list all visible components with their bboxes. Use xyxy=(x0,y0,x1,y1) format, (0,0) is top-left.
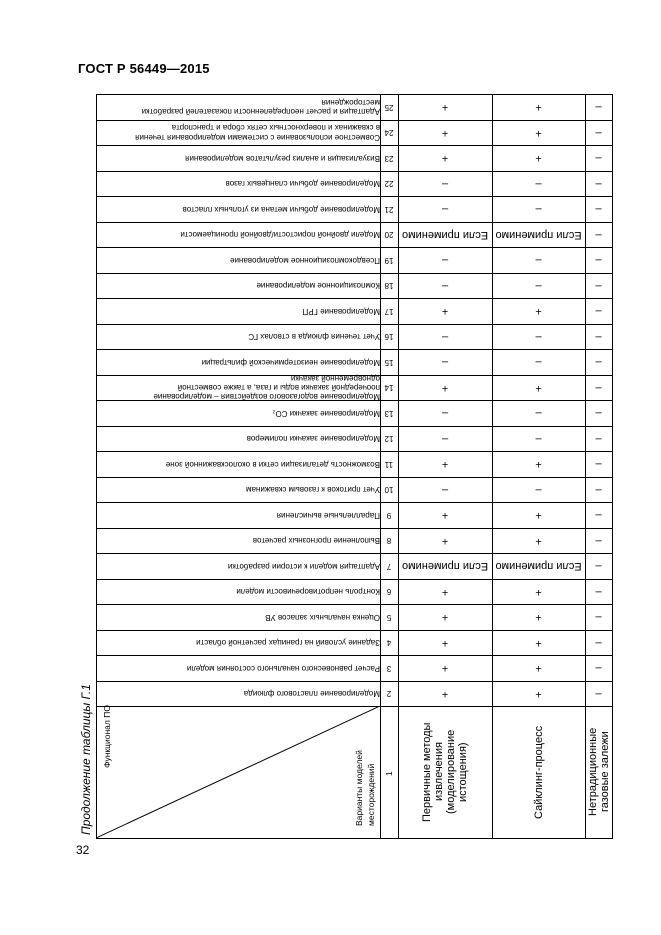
function-text-line: Оценка начальных запасов УВ xyxy=(265,612,380,622)
applicability-mark: – xyxy=(595,228,602,241)
function-text xyxy=(247,434,380,443)
function-text-line: Адаптация модели к истории разработки xyxy=(227,561,380,571)
table-row-number: 22 xyxy=(384,179,394,189)
table-row-number: 10 xyxy=(384,485,394,495)
table-row-number: 11 xyxy=(384,459,394,469)
function-text xyxy=(166,459,380,468)
function-text-line: Моделирование закачки полимеров xyxy=(246,434,380,444)
table-row-function xyxy=(96,451,380,477)
applicability-mark: – xyxy=(535,279,542,292)
table-row-function xyxy=(96,655,380,681)
table-vline xyxy=(612,94,613,839)
applicability-mark: + xyxy=(441,662,449,675)
applicability-mark: + xyxy=(535,662,542,675)
applicability-mark: – xyxy=(595,407,602,420)
function-text-line: Задание условий на границах расчетной области xyxy=(196,638,380,648)
applicability-mark: + xyxy=(535,381,542,394)
function-text xyxy=(257,281,381,290)
function-text-line: одновременной закачки xyxy=(290,373,380,383)
category-header: извлечения xyxy=(433,742,445,802)
function-text xyxy=(253,536,380,545)
corner-diagonal-line xyxy=(96,706,380,838)
applicability-mark: – xyxy=(595,101,602,114)
applicability-mark: – xyxy=(595,126,602,139)
applicability-mark: – xyxy=(441,203,449,216)
applicability-mark: – xyxy=(441,483,449,496)
table-row-number: 18 xyxy=(384,281,394,291)
table-row-number: 23 xyxy=(384,153,394,163)
applicability-mark: + xyxy=(535,509,542,522)
applicability-mark: – xyxy=(595,585,602,598)
function-text xyxy=(246,485,380,494)
function-text-line: Учет притоков к газовым скважинам xyxy=(246,485,380,495)
applicability-mark: + xyxy=(441,126,449,139)
table-row-number: 20 xyxy=(384,230,394,240)
table-row-number: 19 xyxy=(384,255,394,265)
applicability-mark: – xyxy=(595,560,602,573)
function-text-line: Моделирование водогазового воздействия – моделирование xyxy=(153,392,380,402)
table-row-function xyxy=(96,222,380,247)
function-text xyxy=(185,153,380,162)
table-row-number: 24 xyxy=(384,128,394,138)
applicability-mark: – xyxy=(595,662,602,675)
applicability-mark: – xyxy=(441,432,449,445)
table-continuation-caption: Продолжение таблицы Г.1 xyxy=(79,684,93,835)
applicability-mark: + xyxy=(441,611,449,624)
applicability-mark: – xyxy=(535,177,542,190)
function-text-line: Совместное использование с системами моделирования течения xyxy=(135,132,380,142)
applicability-mark: – xyxy=(595,483,602,496)
table-row-function xyxy=(96,94,380,120)
table-row-function xyxy=(96,630,380,655)
table-row-function xyxy=(96,553,380,579)
function-text xyxy=(303,306,381,315)
applicability-mark: + xyxy=(535,305,542,318)
function-text xyxy=(196,638,380,647)
function-text-line: Расчет равновесного начального состояния модели xyxy=(186,663,380,673)
table-row-number: 13 xyxy=(384,408,394,418)
table-row-number: 3 xyxy=(386,663,392,673)
table-row-function xyxy=(96,579,380,604)
applicability-mark: – xyxy=(595,458,602,471)
table-row-number: 16 xyxy=(384,332,394,342)
table-row-number: 8 xyxy=(386,536,392,546)
applicability-mark: – xyxy=(595,330,602,343)
function-text-line: Моделирование пластового флюида xyxy=(243,689,380,699)
category-header: Первичные методы xyxy=(421,722,433,822)
applicability-mark: – xyxy=(595,177,602,190)
table-row-function xyxy=(96,298,380,324)
function-text xyxy=(244,689,380,698)
applicability-mark: – xyxy=(535,432,542,445)
applicability-mark: – xyxy=(441,330,449,343)
variants-label: месторождений xyxy=(366,763,376,826)
applicability-mark: – xyxy=(535,330,542,343)
page-number: 32 xyxy=(76,843,90,857)
function-text xyxy=(236,587,380,596)
table-row-number: 5 xyxy=(386,612,392,622)
applicability-mark: + xyxy=(441,458,449,471)
function-text xyxy=(265,612,380,621)
function-text xyxy=(180,230,380,239)
function-text xyxy=(187,663,380,672)
category-header: Сайклинг-процесс xyxy=(532,725,545,819)
table-row-number: 7 xyxy=(386,561,392,571)
applicability-mark: + xyxy=(535,458,542,471)
function-text-line: Композиционное моделирование xyxy=(256,281,380,291)
applicability-mark: + xyxy=(535,126,542,139)
column-number: 1 xyxy=(384,771,394,776)
corner-diagonal xyxy=(96,706,380,838)
applicability-mark: – xyxy=(535,356,542,369)
applicability-mark: – xyxy=(595,356,602,369)
function-text-line: поочередной закачки воды и газа, а также совместной xyxy=(177,383,380,393)
applicability-mark: – xyxy=(535,483,542,496)
function-text-line: Моделирование ГРП xyxy=(302,306,380,316)
table-row-function xyxy=(96,528,380,553)
applicability-mark: Если применимо xyxy=(401,560,489,573)
applicability-mark: + xyxy=(441,585,449,598)
table-row-number: 17 xyxy=(384,306,394,316)
applicability-mark: + xyxy=(441,152,449,165)
applicability-mark: – xyxy=(595,509,602,522)
applicability-mark: – xyxy=(595,432,602,445)
table-row-number: 15 xyxy=(384,357,394,367)
table-row-function xyxy=(96,375,380,400)
applicability-mark: + xyxy=(535,687,542,700)
function-text-line: Возможность детализации сетки в околоскважинной зоне xyxy=(165,459,380,469)
applicability-mark: + xyxy=(535,534,542,547)
applicability-mark: – xyxy=(595,254,602,267)
function-text-line: Контроль непротиворечивости модели xyxy=(236,587,380,597)
applicability-mark: + xyxy=(441,381,449,394)
applicability-mark: – xyxy=(595,152,602,165)
function-text-line: Визуализация и анализ результатов моделирования xyxy=(185,153,380,163)
table-row-function xyxy=(96,324,380,349)
applicability-mark: + xyxy=(535,611,542,624)
applicability-mark: – xyxy=(441,356,449,369)
applicability-mark: + xyxy=(441,687,449,700)
table-row-function xyxy=(96,349,380,375)
table-row-number: 12 xyxy=(384,434,394,444)
applicability-mark: Если применимо xyxy=(401,228,489,241)
standard-header: ГОСТ Р 56449—2015 xyxy=(78,61,210,76)
function-text-line: Псевдокомпозиционное моделирование xyxy=(230,255,380,265)
table-row-function xyxy=(96,247,380,273)
table-row-function xyxy=(96,120,380,145)
applicability-mark: + xyxy=(441,305,449,318)
applicability-mark: – xyxy=(595,534,602,547)
variants-label: Варианты моделей xyxy=(354,750,364,826)
table-row-function xyxy=(96,681,380,706)
table-row-number: 6 xyxy=(386,587,392,597)
function-text xyxy=(142,98,380,116)
applicability-mark: + xyxy=(535,585,542,598)
category-header: газовые залежи xyxy=(598,731,611,813)
applicability-mark: – xyxy=(595,636,602,649)
table-row-function xyxy=(96,400,380,426)
applicability-mark: – xyxy=(441,407,449,420)
function-text-line: в скважинах и поверхностных сетях сбора и транспорта xyxy=(171,123,380,133)
applicability-mark: Если применимо xyxy=(495,228,582,241)
table-row-function xyxy=(96,196,380,222)
applicability-mark: – xyxy=(595,203,602,216)
applicability-mark: + xyxy=(535,101,542,114)
applicability-mark: + xyxy=(441,534,449,547)
category-header: Нетрадиционные xyxy=(586,727,599,817)
table-row-number: 4 xyxy=(386,638,392,648)
table-row-function xyxy=(96,171,380,196)
function-text xyxy=(182,204,380,213)
applicability-mark: + xyxy=(441,101,449,114)
function-text-line: Адаптация и расчет неопределенности показателей разработки xyxy=(141,107,380,117)
function-text xyxy=(135,123,380,141)
applicability-mark: + xyxy=(535,636,542,649)
functional-label: Функционал ПО xyxy=(102,705,112,768)
category-header: (моделирование xyxy=(445,729,457,815)
function-text-line: Выполнение прогнозных расчетов xyxy=(252,536,380,546)
table-row-function xyxy=(96,273,380,298)
applicability-mark: + xyxy=(441,636,449,649)
applicability-mark: – xyxy=(595,381,602,394)
function-text-line: Моделирование добычи метана из угольных пластов xyxy=(182,204,380,214)
function-text-line: Моделирование неизотермической фильтрации xyxy=(201,357,380,367)
applicability-mark: – xyxy=(595,305,602,318)
table-row-function xyxy=(96,477,380,502)
applicability-mark: – xyxy=(535,203,542,216)
function-text xyxy=(202,357,380,366)
applicability-mark: + xyxy=(535,152,542,165)
function-text-line: Параллельные вычисления xyxy=(276,510,380,520)
table-row-number: 9 xyxy=(386,510,392,520)
function-text xyxy=(228,561,380,570)
function-text-line: месторождения xyxy=(321,98,380,107)
applicability-mark: + xyxy=(441,509,449,522)
applicability-mark: – xyxy=(441,254,449,267)
applicability-mark: – xyxy=(595,687,602,700)
function-text xyxy=(277,510,380,519)
table-row-number: 21 xyxy=(384,204,394,214)
applicability-mark: Если применимо xyxy=(495,560,582,573)
applicability-mark: – xyxy=(441,177,449,190)
table-row-number: 25 xyxy=(384,102,394,112)
applicability-mark: – xyxy=(595,611,602,624)
function-text-line: Учет течения флюида в стволах ГС xyxy=(248,332,380,342)
table-row-function xyxy=(96,426,380,451)
function-text xyxy=(226,179,380,188)
category-header: истощения) xyxy=(457,742,469,802)
function-text xyxy=(248,332,380,341)
table-hline xyxy=(96,838,613,839)
table-row-function xyxy=(96,604,380,630)
table-row-function xyxy=(96,502,380,528)
applicability-mark: – xyxy=(595,279,602,292)
function-text xyxy=(230,255,380,264)
applicability-mark: – xyxy=(441,279,449,292)
applicability-mark: – xyxy=(535,254,542,267)
function-text-line: Моделирование добычи сланцевых газов xyxy=(225,179,380,189)
function-text xyxy=(153,374,380,402)
function-text-line: Моделирование закачки CO₂ xyxy=(272,408,380,418)
applicability-mark: – xyxy=(535,407,542,420)
table-row-function xyxy=(96,145,380,171)
function-text xyxy=(272,408,380,417)
table-row-number: 14 xyxy=(384,383,394,393)
function-text-line: Модели двойной пористости/двойной проницаемости xyxy=(180,230,380,240)
table-row-number: 2 xyxy=(386,689,392,699)
